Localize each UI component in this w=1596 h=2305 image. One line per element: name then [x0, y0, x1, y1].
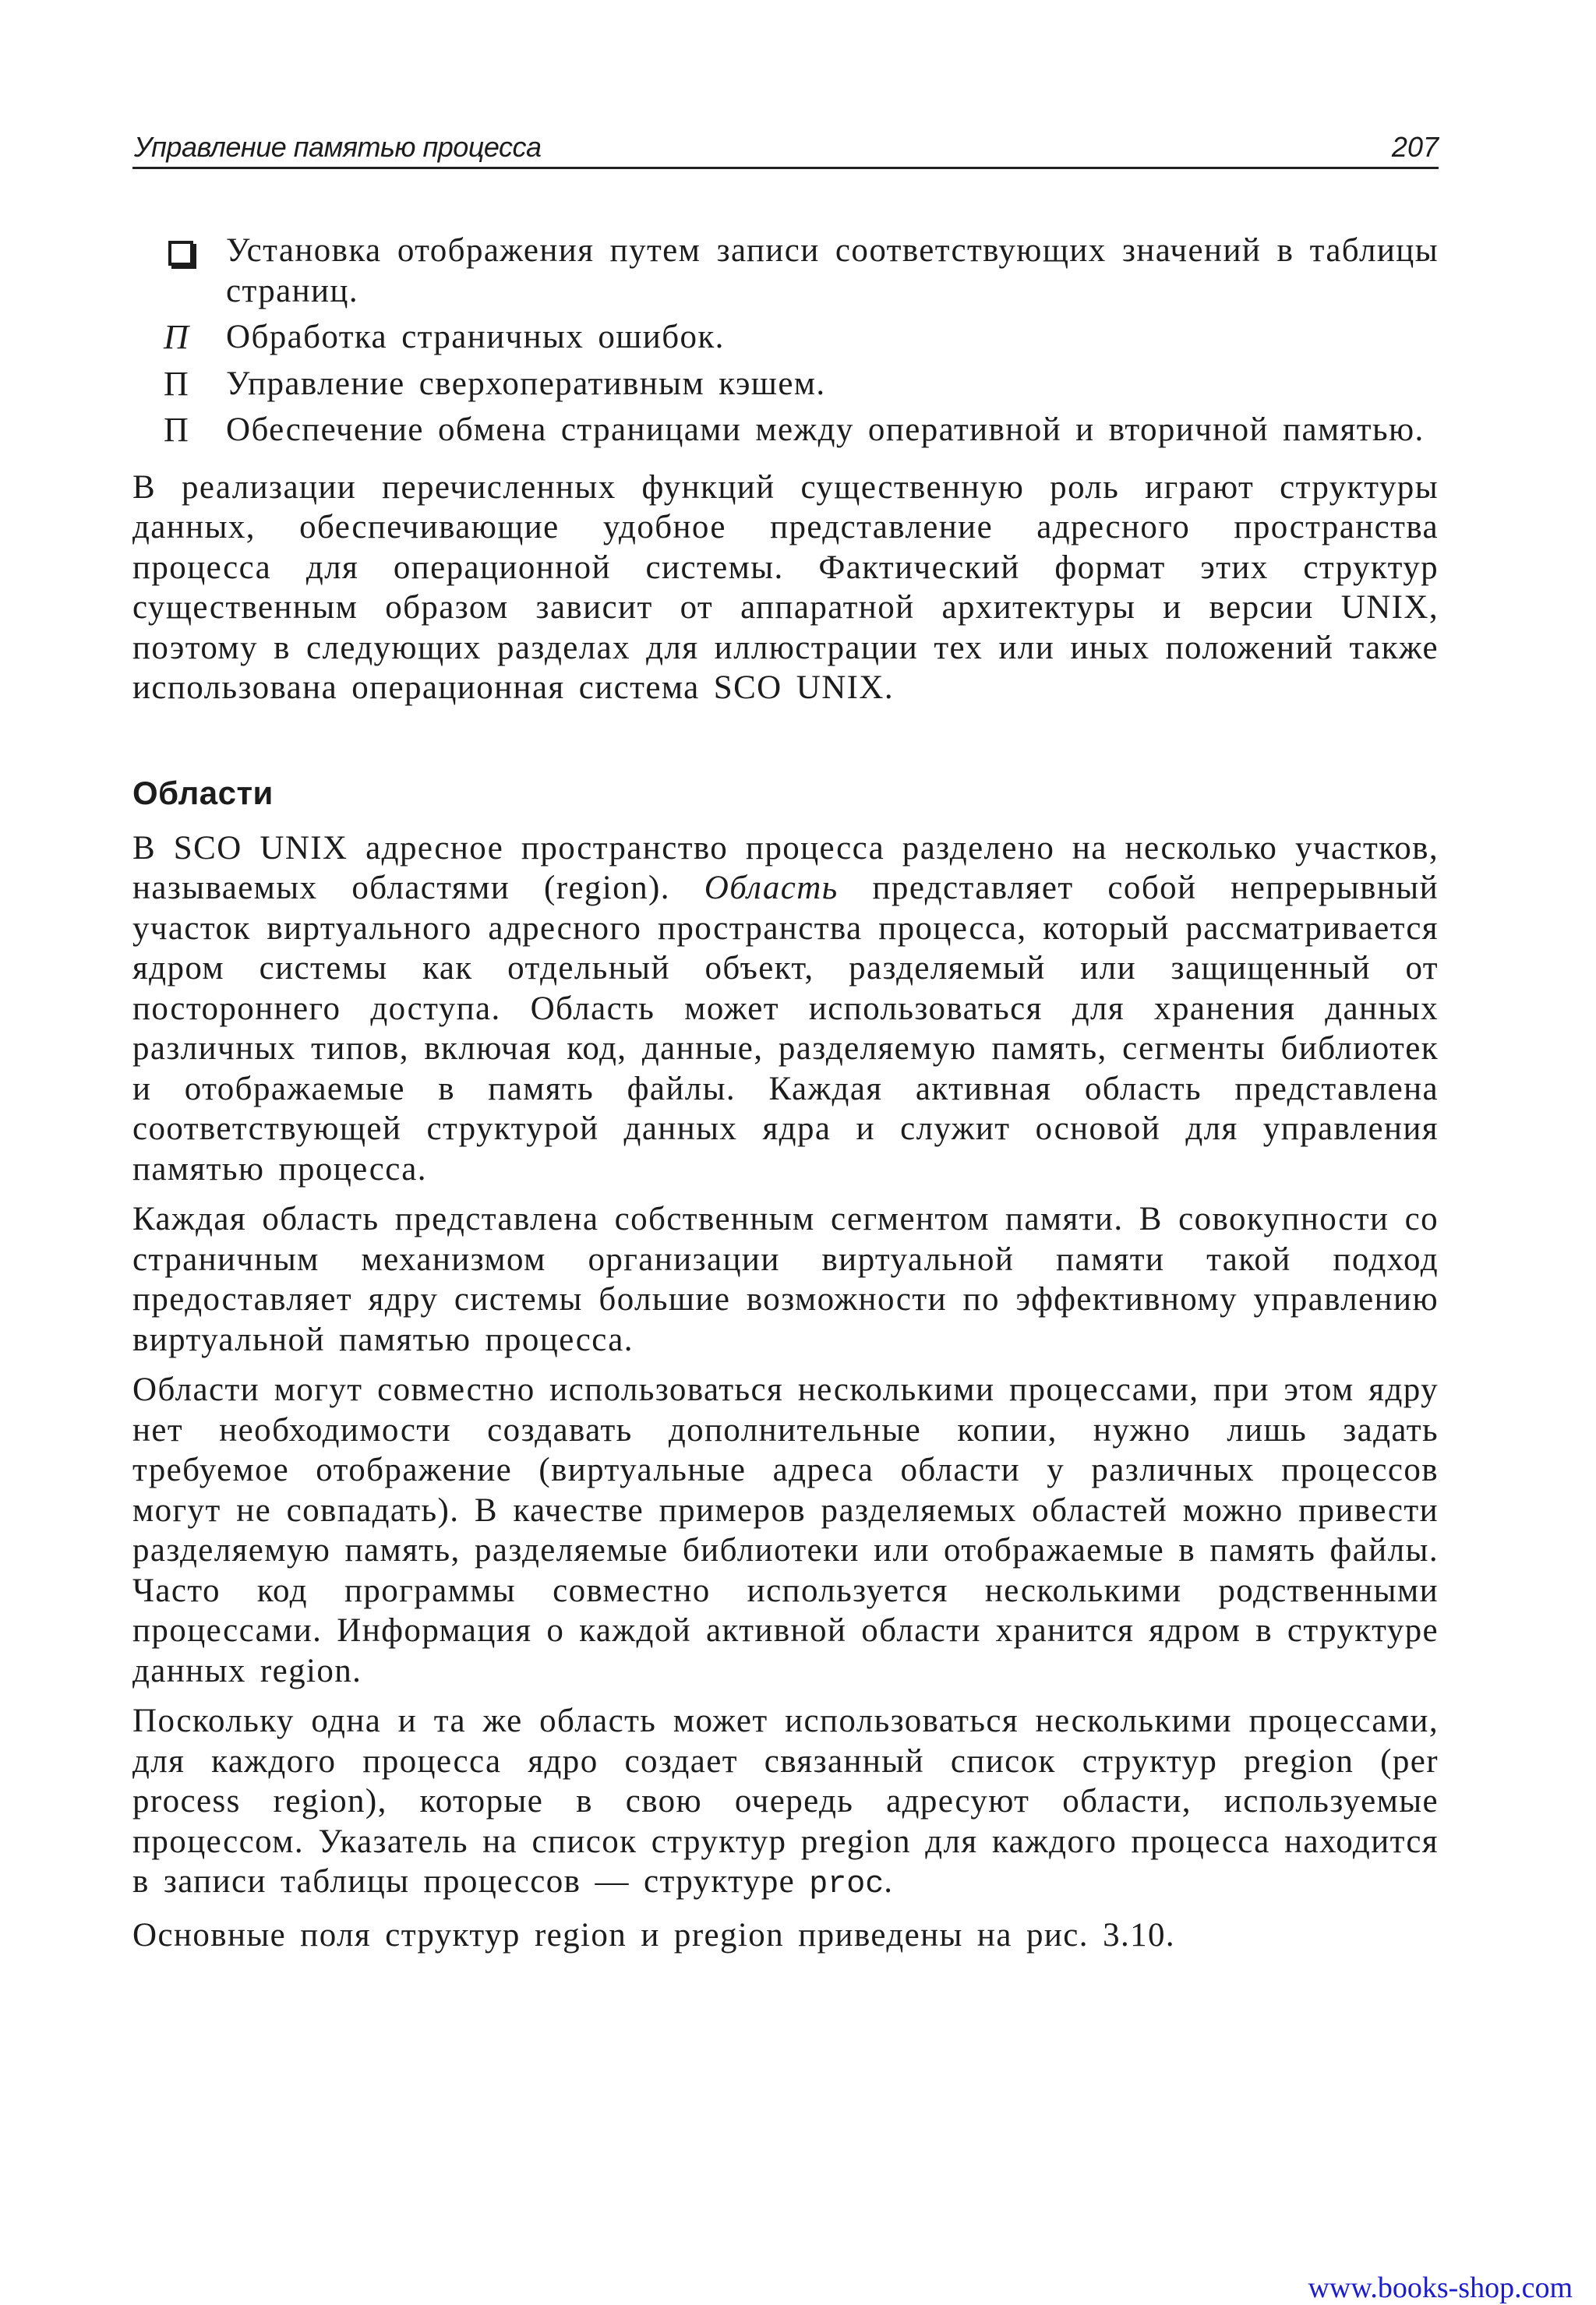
list-item-marker: П [164, 364, 190, 403]
section-heading: Области [132, 774, 274, 811]
section-paragraph-5: Основные поля структур region и pregion приведены на рис. 3.10. [132, 1916, 1176, 1954]
defined-term: Область [704, 870, 839, 906]
page-content [132, 231, 1439, 1965]
list-item-text: Обработка страничных ошибок. [226, 319, 725, 355]
watermark-url: www.books-shop.com [1308, 2271, 1573, 2304]
section-paragraph-3: Области могут совместно использоваться несколькими процессами, при этом ядру нет необходимости создавать дополнительные копии, нужно лишь задать требуемое отображение (виртуальные адреса области у различных процессов могут не совпадать). В качестве примеров разделяемых областей можно привести разделяемую память, разделяемые библиотеки или отображаемые в память файлы. Часто код программы совместно используется несколькими родственными процессами. Информация о каждой активной области хранится ядром в структуре данных region. [132, 1371, 1439, 1689]
list-item [132, 231, 1439, 311]
checkbox-bullet-icon [164, 231, 198, 270]
list-item-marker: П [164, 411, 190, 449]
running-header [132, 128, 1439, 169]
paragraph-text: В SCO UNIX адресное пространство процесса разделено на несколько участков, называемых областями (region). [132, 829, 1439, 906]
section-paragraph-4 [132, 1701, 1439, 1905]
code-term: proc [809, 1867, 885, 1902]
list-item-text: Обеспечение обмена страницами между оперативной и вторичной памятью. [226, 411, 1425, 448]
paragraph-text: . [884, 1863, 894, 1900]
list-item [132, 410, 1439, 450]
list-item-text: Управление сверхоперативным кэшем. [226, 365, 826, 402]
page-number: 207 [1391, 131, 1439, 163]
list-item [132, 317, 1439, 358]
section-paragraph-1 [132, 828, 1439, 1190]
list-item-marker: П [164, 318, 190, 356]
paragraph-text: Поскольку одна и та же область может использоваться несколькими процессами, для каждого процесса ядро создает связанный список структур pregion (per process region), которые в свою очередь адресуют области, используемые процессом. Указатель на список структур pregion для каждого процесса находится в записи таблицы процессов — структуре [132, 1703, 1439, 1900]
list-item [132, 364, 1439, 404]
section-paragraph-2: Каждая область представлена собственным сегментом памяти. В совокупности со страничным механизмом организации виртуальной памяти такой подход предоставляет ядру системы большие возможности по эффективному управлению виртуальной памятью процесса. [132, 1201, 1439, 1358]
paragraph-text: представляет собой непрерывный участок виртуального адресного пространства процесса, который рассматривается ядром системы как отдельный объект, разделяемый или защищенный от постороннего доступа. Область может использоваться для хранения данных различных типов, включая код, данные, разделяемую память, сегменты библиотек и отображаемые в память файлы. Каждая активная область представлена соответствующей структурой данных ядра и служит основой для управления памятью процесса. [132, 870, 1439, 1188]
intro-paragraph: В реализации перечисленных функций существенную роль играют структуры данных, обеспечивающие удобное представление адресного пространства процесса для операционной системы. Фактический формат этих структур существенным образом зависит от аппаратной архитектуры и версии UNIX, поэтому в следующих разделах для иллюстрации тех или иных положений также использована операционная система SCO UNIX. [132, 468, 1439, 706]
list-item-text: Установка отображения путем записи соответствующих значений в таблицы страниц. [226, 232, 1439, 309]
running-header-title: Управление памятью процесса [134, 131, 542, 163]
